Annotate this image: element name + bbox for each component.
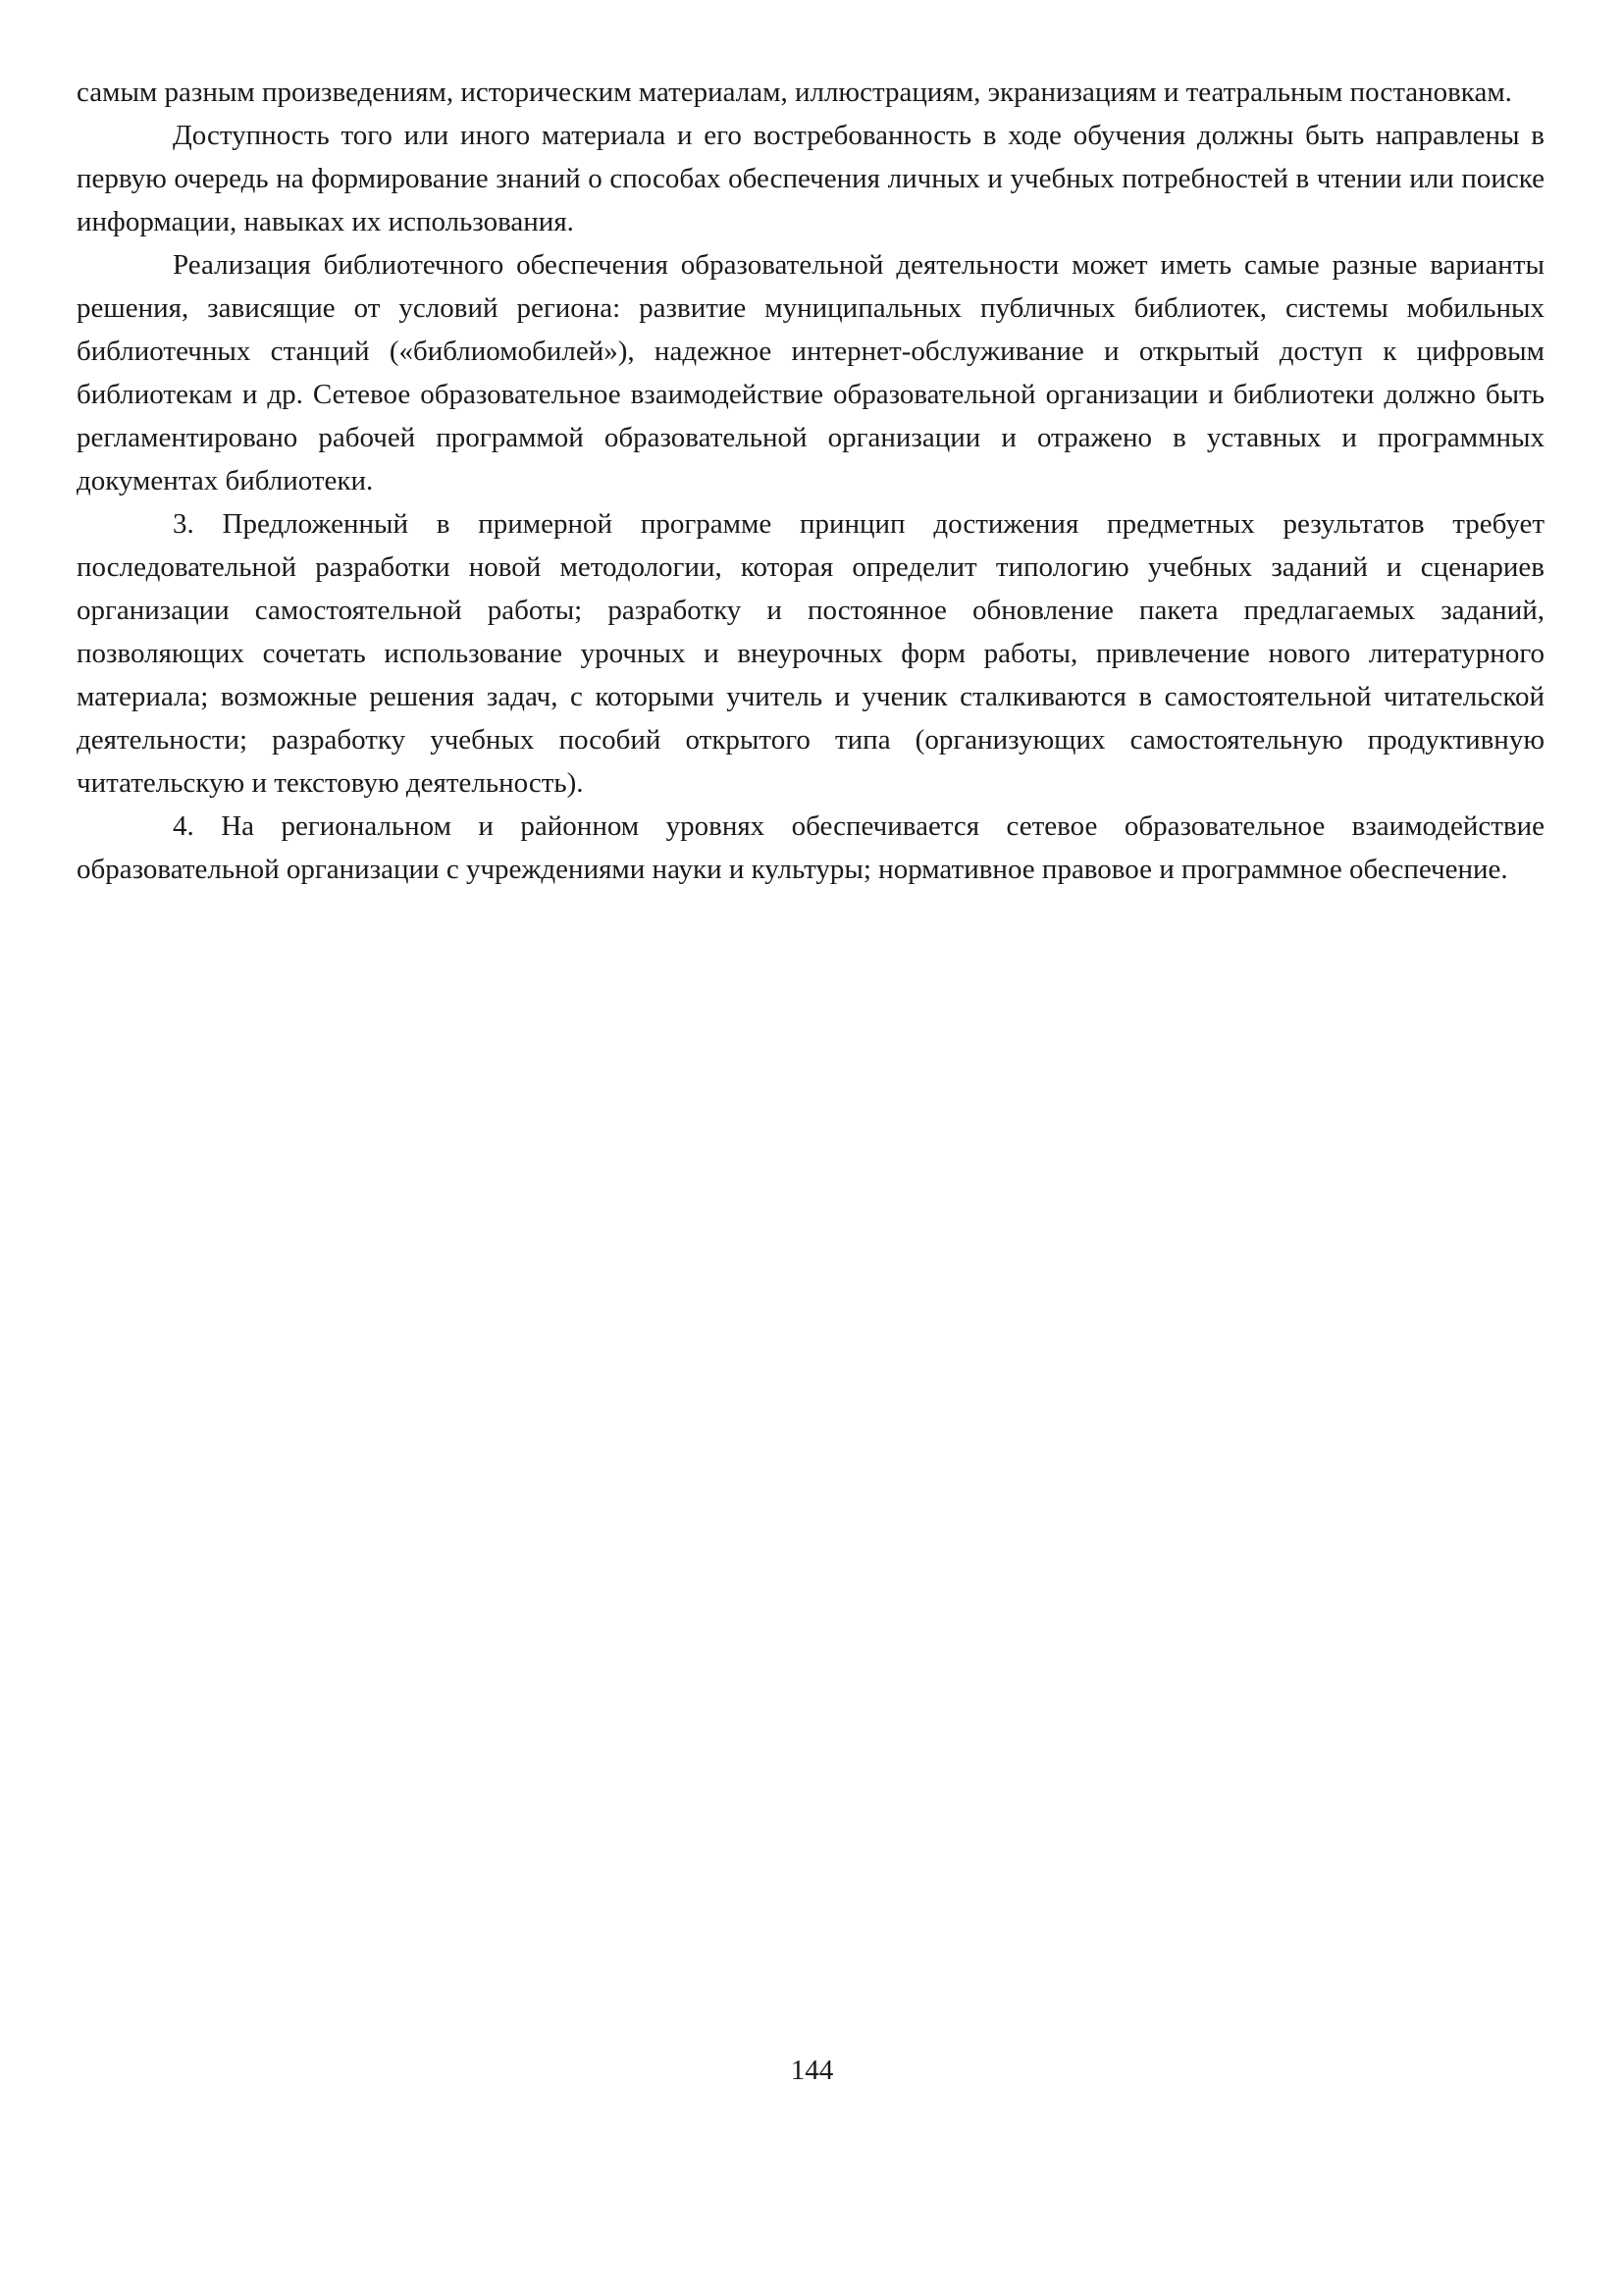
paragraph-library-support: Реализация библиотечного обеспечения образовательной деятельности может иметь самые разные варианты решения, зависящие от условий региона: развитие муниципальных публичных библиотек, системы мобильных библиотечных станций («библиомобилей»), надежное интернет-обслуживание и открытый доступ к цифровым библиотекам и др. Сетевое образовательное взаимодействие образовательной организации и библиотеки должно быть регламентировано рабочей программой образовательной организации и отражено в уставных и программных документах библиотеки. — [77, 249, 1545, 496]
page-body — [77, 71, 1545, 891]
paragraph-item-4: 4. На региональном и районном уровнях обеспечивается сетевое образовательное взаимодействие образовательной организации с учреждениями науки и культуры; нормативное правовое и программное обеспечение. — [77, 810, 1545, 885]
paragraph-material-availability: Доступность того или иного материала и его востребованность в ходе обучения должны быть направлены в первую очередь на формирование знаний о способах обеспечения личных и учебных потребностей в чтении или поиске информации, навыках их использования. — [77, 120, 1545, 237]
paragraph-item-3: 3. Предложенный в примерной программе принцип достижения предметных результатов требует последовательной разработки новой методологии, которая определит типологию учебных заданий и сценариев организации самостоятельной работы; разработку и постоянное обновление пакета предлагаемых заданий, позволяющих сочетать использование урочных и внеурочных форм работы, привлечение нового литературного материала; возможные решения задач, с которыми учитель и ученик сталкиваются в самостоятельной читательской деятельности; разработку учебных пособий открытого типа (организующих самостоятельную продуктивную читательскую и текстовую деятельность). — [77, 508, 1545, 799]
page-number: 144 — [790, 2055, 834, 2086]
paragraph-continuation: самым разным произведениям, историческим материалам, иллюстрациям, экранизациям и театральным постановкам. — [77, 77, 1512, 108]
